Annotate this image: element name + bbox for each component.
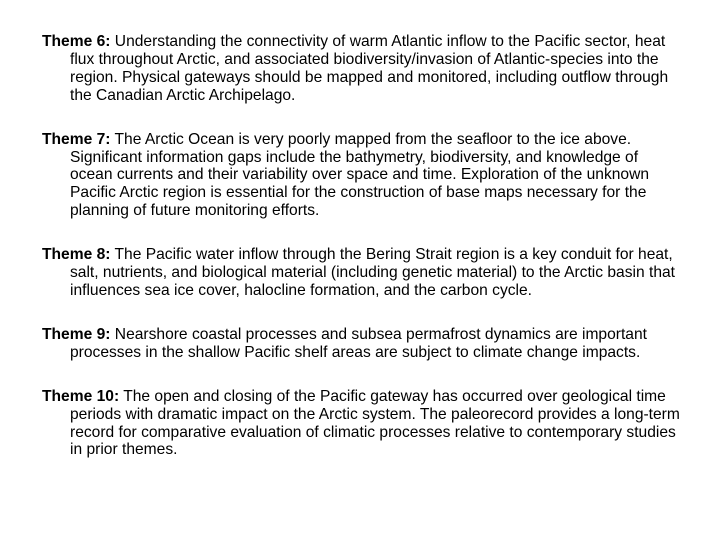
theme-7-paragraph [42, 131, 682, 221]
theme-8-label: Theme 8: [42, 246, 111, 264]
theme-7-label: Theme 7: [42, 130, 111, 148]
theme-9-text: Nearshore coastal processes and subsea permafrost dynamics are important processes in the shallow Pacific shelf areas are subject to climate change impacts. [70, 325, 647, 361]
theme-10-label: Theme 10: [42, 387, 120, 405]
theme-list [42, 33, 682, 485]
theme-9-label: Theme 9: [42, 325, 111, 343]
theme-6-label: Theme 6: [42, 33, 111, 50]
theme-10-text: The open and closing of the Pacific gateway has occurred over geological time periods with dramatic impact on the Arctic system. The paleorecord provides a long-term record for comparative evaluation of climatic processes relative to contemporary studies in prior themes. [70, 387, 680, 459]
theme-8-text: The Pacific water inflow through the Bering Strait region is a key conduit for heat, salt, nutrients, and biological material (including genetic material) to the Arctic basin that influences sea ice cover, halocline formation, and the carbon cycle. [70, 246, 676, 299]
theme-10-paragraph [42, 388, 682, 460]
theme-6-paragraph [42, 33, 682, 105]
theme-6-text: Understanding the connectivity of warm Atlantic inflow to the Pacific sector, heat flux throughout Arctic, and associated biodiversity/invasion of Atlantic-species into the region. Physical gateways should be mapped and monitored, including outflow through the Canadian Arctic Archipelago. [70, 33, 669, 104]
theme-7-text: The Arctic Ocean is very poorly mapped from the seafloor to the ice above. Significant information gaps include the bathymetry, biodiversity, and knowledge of ocean currents and their variability over space and time. Exploration of the unknown Pacific Arctic region is essential for the construction of base maps necessary for the planning of future monitoring efforts. [70, 130, 650, 220]
theme-8-paragraph [42, 246, 682, 300]
theme-9-paragraph [42, 326, 682, 362]
